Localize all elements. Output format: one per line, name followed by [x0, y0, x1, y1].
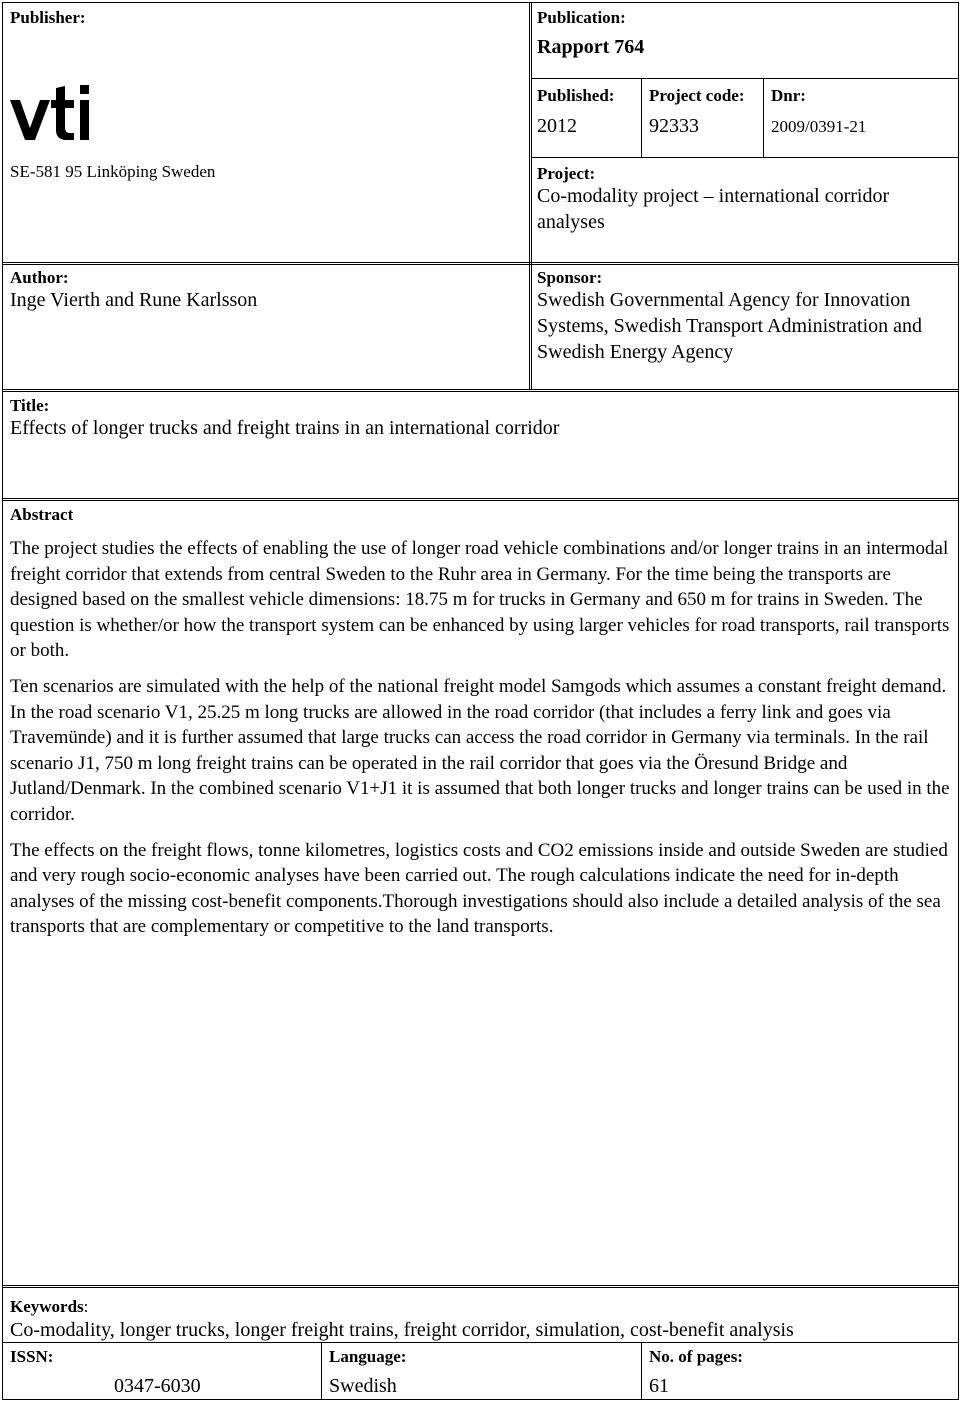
- dnr-label: Dnr:: [771, 86, 806, 105]
- divider-code-dnr: [763, 78, 764, 157]
- project-value: Co-modality project – international corridor analyses: [537, 185, 890, 233]
- divider-author: [2, 262, 959, 263]
- abstract-paragraph: Ten scenarios are simulated with the help of the national freight model Samgods which assumes a constant freight demand. In the road scenario V1, 25.25 m long trucks are allowed in the road corridor (that includes a ferry link and goes via Travemünde) and it is further assumed that large trucks can access the road corridor in Germany via terminals. In the rail scenario J1, 750 m long freight trains can be operated in the rail corridor that goes via the Öresund Bridge and Jutland/Denmark. In the combined scenario V1+J1 it is assumed that both longer trucks and longer trains can be used in the corridor.: [10, 675, 950, 825]
- divider-language-pages: [641, 1342, 642, 1400]
- publication-value: Rapport 764: [537, 36, 645, 58]
- keywords-value: Co-modality, longer trucks, longer freight trains, freight corridor, simulation, cost-benefit analysis: [10, 1319, 794, 1341]
- pages-value: 61: [649, 1375, 669, 1397]
- divider-title-2: [2, 391, 959, 392]
- project-label: Project:: [537, 164, 596, 183]
- published-value: 2012: [537, 115, 577, 137]
- language-label: Language:: [329, 1347, 407, 1366]
- abstract-paragraph: The project studies the effects of enabling the use of longer road vehicle combinations and/or longer trains in an intermodal freight corridor that extends from central Sweden to the Ruhr area in Germany. For the time being the transports are designed based on the smallest vehicle dimensions: 18.75 m for trucks in Germany and 650 m for trains in Sweden. The question is whether/or how the transport system can be enhanced by using larger vehicles for road transports, rail transports or both.: [10, 538, 950, 662]
- dnr-value: 2009/0391-21: [771, 117, 867, 136]
- keywords-heading: [10, 1297, 88, 1317]
- published-label: Published:: [537, 86, 615, 105]
- divider-keywords: [2, 1285, 959, 1286]
- title-label: Title:: [10, 396, 50, 415]
- divider-published-code: [641, 78, 642, 157]
- title-value: Effects of longer trucks and freight trains in an international corridor: [10, 417, 560, 439]
- pages-label: No. of pages:: [649, 1347, 743, 1366]
- author-label: Author:: [10, 268, 69, 287]
- project-code-label: Project code:: [649, 86, 745, 105]
- sponsor-label: Sponsor:: [537, 268, 603, 287]
- publisher-label: Publisher:: [10, 8, 86, 27]
- author-value: Inge Vierth and Rune Karlsson: [10, 289, 258, 311]
- keywords-label: Keywords: [10, 1297, 84, 1316]
- divider-abstract-2: [2, 500, 959, 501]
- publication-label: Publication:: [537, 8, 626, 27]
- vti-logo: [8, 70, 108, 150]
- divider-keywords-2: [2, 1287, 959, 1288]
- publisher-address: SE-581 95 Linköping Sweden: [10, 162, 216, 181]
- issn-value: 0347-6030: [114, 1375, 201, 1397]
- divider-codes: [531, 157, 959, 158]
- column-divider: [529, 2, 530, 390]
- project-code-value: 92333: [649, 115, 699, 137]
- divider-issn-language: [321, 1342, 322, 1400]
- divider-publication: [531, 78, 959, 79]
- divider-abstract: [2, 498, 959, 499]
- issn-label: ISSN:: [10, 1347, 54, 1366]
- divider-author-2: [2, 264, 959, 265]
- language-value: Swedish: [329, 1375, 397, 1397]
- divider-title: [2, 389, 959, 390]
- sponsor-value: Swedish Governmental Agency for Innovation Systems, Swedish Transport Administration and Swedish Energy Agency: [537, 289, 923, 363]
- abstract-label: Abstract: [10, 505, 74, 524]
- keywords-colon: :: [83, 1297, 89, 1316]
- abstract-body: [10, 536, 950, 950]
- column-divider-inner: [531, 2, 532, 390]
- abstract-paragraph: The effects on the freight flows, tonne kilometres, logistics costs and CO2 emissions inside and outside Sweden are studied and very rough socio-economic analyses have been carried out. The rough calculations indicate the need for in-depth analyses of the missing cost-benefit components.Thorough investigations should also include a detailed analysis of the sea transports that are complementary or competitive to the land transports.: [10, 839, 948, 938]
